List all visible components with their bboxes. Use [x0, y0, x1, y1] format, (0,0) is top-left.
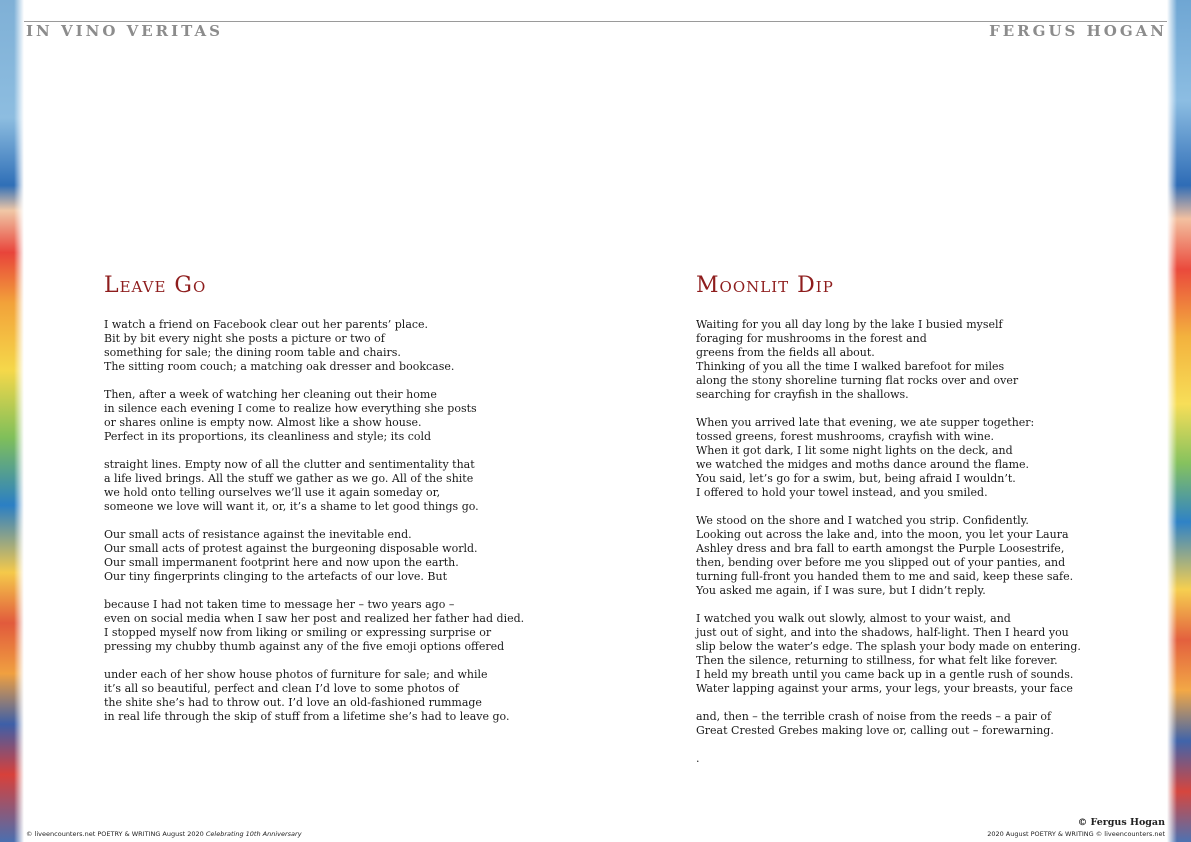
stanza: I watch a friend on Facebook clear out her parents’ place. Bit by bit every night she posts a picture or two of something for sale; the dining room table and chairs. The sitting room couch; a matching oak dresser and bookcase.	[104, 318, 455, 373]
stanza: Our small acts of resistance against the inevitable end. Our small acts of protest against the burgeoning disposable world. Our small impermanent footprint here and now upon the earth. Our tiny fingerprints clinging to the artefacts of our love. But	[104, 528, 478, 583]
footer-left-italic: Celebrating 10th Anniversary	[205, 830, 302, 838]
magazine-section-title: IN VINO VERITAS	[26, 22, 223, 40]
stanza: because I had not taken time to message her – two years ago – even on social media when I saw her post and realized her father had died. I stopped myself now from liking or smiling or expressing surprise or pressing my chubby thumb against any of the five emoji options offered	[104, 598, 525, 653]
footer-right	[987, 817, 1165, 838]
stanza: and, then – the terrible crash of noise from the reeds – a pair of Great Crested Grebes making love or, calling out – forewarning.	[696, 710, 1054, 737]
stanza: straight lines. Empty now of all the clutter and sentimentality that a life lived brings. All the stuff we gather as we go. All of the shite we hold onto telling ourselves we’ll use it again someday or, someone we love will want it, or, it’s a shame to let good things go.	[104, 458, 479, 513]
stanza: under each of her show house photos of furniture for sale; and while it’s all so beautiful, perfect and clean I’d love to some photos of the shite she’s had to throw out. I’d love an old-fashioned rummage in real life through the skip of stuff from a lifetime she’s had to leave go.	[104, 668, 510, 723]
stanza: I watched you walk out slowly, almost to your waist, and just out of sight, and into the shadows, half-light. Then I heard you slip below the water’s edge. The splash your body made on entering. Then the silence, returning to stillness, for what felt like forever. I held my breath until you came back up in a gentle rush of sounds. Water lapping against your arms, your legs, your breasts, your face	[696, 612, 1081, 695]
decorative-right-edge	[1167, 0, 1191, 842]
stanza: Then, after a week of watching her cleaning out their home in silence each evening I come to realize how everything she posts or shares online is empty now. Almost like a show house. Perfect in its proportions, its cleanliness and style; its cold	[104, 388, 477, 443]
footer-left	[26, 830, 302, 838]
footer-left-text: © liveencounters.net POETRY & WRITING August 2020	[26, 830, 206, 838]
poem-title: Leave Go	[104, 273, 207, 298]
poem-leave-go	[104, 272, 544, 738]
author-name-header: FERGUS HOGAN	[989, 22, 1167, 40]
author-copyright: © Fergus Hogan	[1077, 817, 1165, 828]
poem-moonlit-dip	[696, 272, 1096, 766]
decorative-left-edge	[0, 0, 24, 842]
stanza: When you arrived late that evening, we ate supper together: tossed greens, forest mushrooms, crayfish with wine. When it got dark, I lit some night lights on the deck, and we watched the midges and moths dance around the flame. You said, let’s go for a swim, but, being afraid I wouldn’t. I offered to hold your towel instead, and you smiled.	[696, 416, 1035, 499]
trailing-mark: .	[696, 752, 700, 765]
stanza: We stood on the shore and I watched you strip. Confidently. Looking out across the lake and, into the moon, you let your Laura Ashley dress and bra fall to earth amongst the Purple Loosestrife, then, bending over before me you slipped out of your panties, and turning full-front you handed them to me and said, keep these safe. You asked me again, if I was sure, but I didn’t reply.	[696, 514, 1074, 597]
footer-right-text: 2020 August POETRY & WRITING © liveencounters.net	[987, 830, 1165, 838]
stanza: Waiting for you all day long by the lake I busied myself foraging for mushrooms in the forest and greens from the fields all about. Thinking of you all the time I walked barefoot for miles along the stony shoreline turning flat rocks over and over searching for crayfish in the shallows.	[696, 318, 1019, 401]
poem-title: Moonlit Dip	[696, 273, 834, 298]
